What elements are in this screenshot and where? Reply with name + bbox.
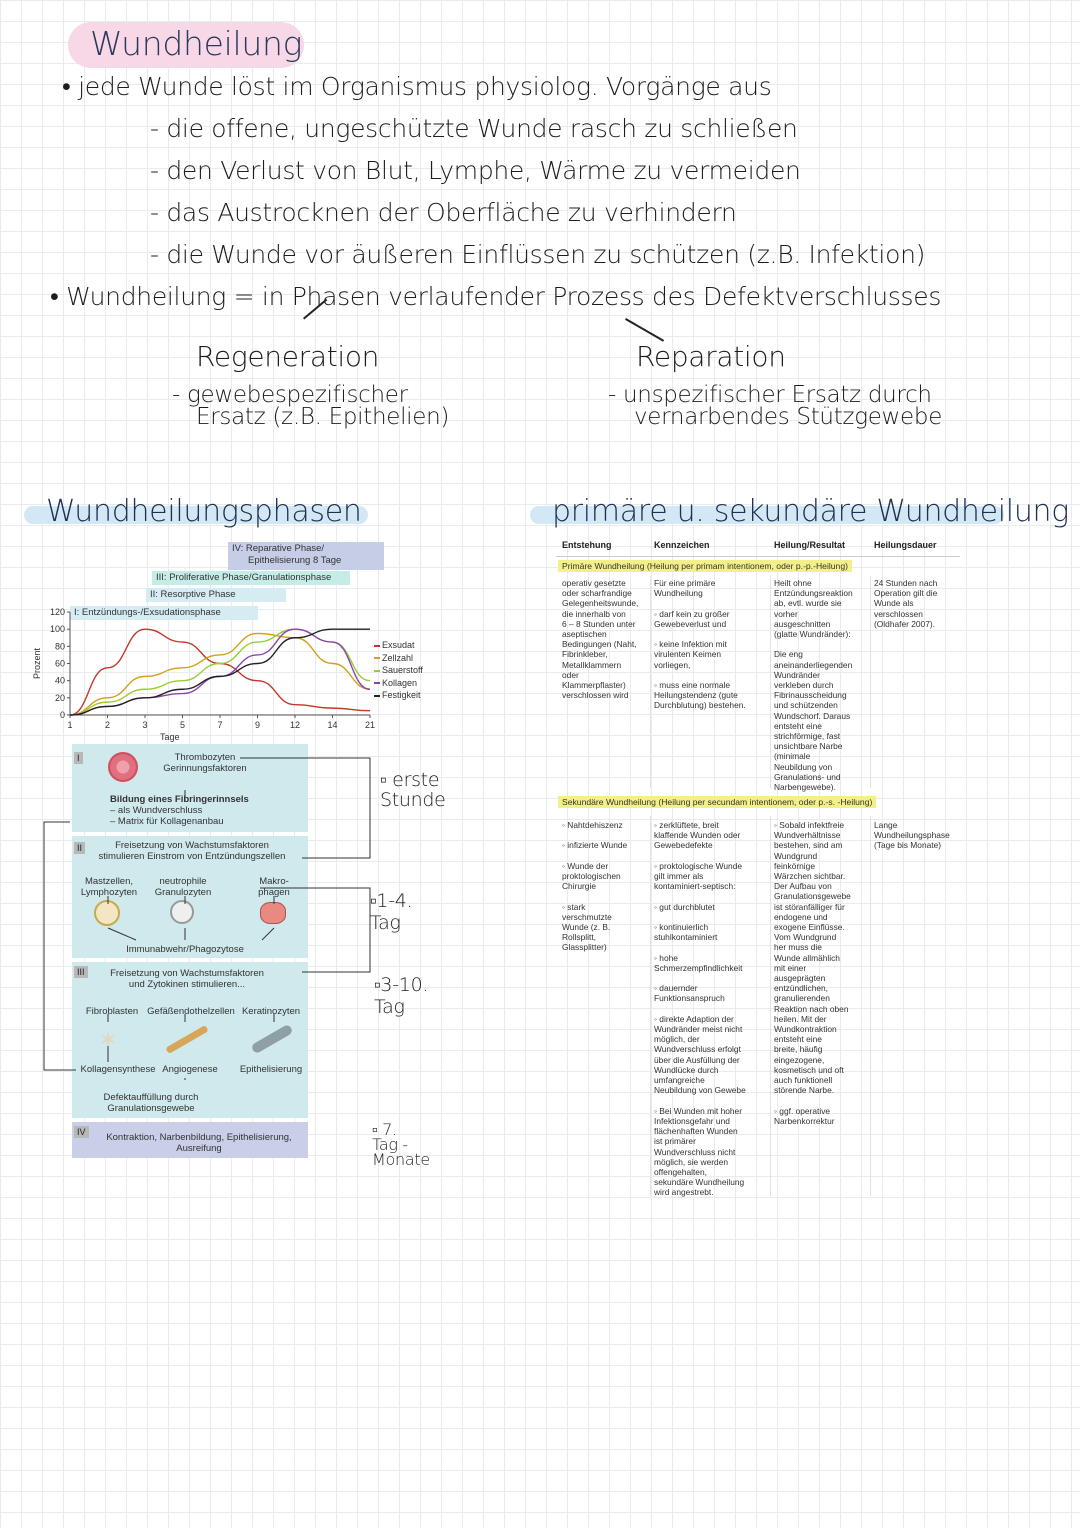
- section-title-phases: Wundheilungsphasen: [46, 494, 362, 529]
- phase-ii-cell-1: Mastzellen, Lymphozyten: [80, 876, 138, 898]
- reparation-desc: - unspezifischer Ersatz durch vernarbendes Stützgewebe: [608, 382, 943, 430]
- legend-item: Sauerstoff: [374, 665, 423, 675]
- x-tick-label: 12: [289, 720, 301, 730]
- intro-bullet: - die Wunde vor äußeren Einflüssen zu schützen (z.B. Infektion): [150, 240, 926, 269]
- note-day-7-months: ▫ 7. Tag - Monate: [372, 1120, 430, 1169]
- phase-bar-ii: II: Resorptive Phase: [146, 588, 286, 602]
- phase-iii-output-1: Kollagensynthese: [80, 1064, 156, 1075]
- secondary-entstehung: ◦ Nahtdehiszenz ◦ infizierte Wunde ◦ Wunde der proktologischen Chirurgie ◦ stark verschmutzte Wunde (z. B. Rollsplitt, Glassplitter): [562, 820, 628, 953]
- phase-ii-cell-2: neutrophile Granulozyten: [154, 876, 212, 898]
- wound-healing-chart: [30, 600, 410, 745]
- page-title: Wundheilung: [90, 24, 303, 63]
- phase-iii-cell-1: Fibroblasten: [85, 1006, 139, 1017]
- phase-iii-result: Defektauffüllung durch Granulationsgewebe: [103, 1092, 199, 1114]
- secondary-kennzeichen: ◦ zerklüftete, breit klaffende Wunden oder Gewebedefekte ◦ proktologische Wunde gilt immer als kontaminiert-septisch: ◦ gut durchblutet ◦ kontinuierlich stuhlkontaminiert ◦ hohe Schmerzempfindlichkeit ◦ dauernder Funktionsanspruch ◦ direkte Adaption der Wundränder meist nicht möglich, der Wundverschluss erfolgt über die Ausfüllung der Wundlücke durch umfangreiche Neubildung von Gewebe ◦ Bei Wunden mit hoher Infektionsgefahr und flächenhaften Wunden ist primärer Wundverschluss nicht möglich, sie werden offengehalten, sekundäre Wundheilung wird angestrebt.: [654, 820, 746, 1198]
- phase-iii-cell-2: Gefäßendothelzellen: [147, 1006, 235, 1017]
- x-tick-label: 21: [364, 720, 376, 730]
- y-axis-label: Prozent: [32, 647, 42, 680]
- regeneration-desc: - gewebespezifischer Ersatz (z.B. Epithelien): [172, 382, 450, 430]
- regeneration-title: Regeneration: [196, 340, 380, 373]
- phase-ii-result: Immunabwehr/Phagozytose: [126, 944, 244, 955]
- healing-table: [556, 536, 960, 1196]
- legend-item: Zellzahl: [374, 653, 413, 663]
- primary-kennzeichen: Für eine primäre Wundheilung ◦ darf kein zu großer Gewebeverlust und ◦ keine Infektion mit virulenten Keimen vorliegen, ◦ muss eine normale Heilungstendenz (gute Durchblutung) bestehen.: [654, 578, 746, 711]
- x-tick-label: 1: [67, 720, 73, 730]
- table-header: Entstehung: [562, 540, 612, 550]
- x-tick-label: 2: [104, 720, 111, 730]
- phase-ii-label: II: [74, 842, 85, 854]
- y-tick-label: 100: [49, 624, 65, 635]
- phase-bar-i: I: Entzündungs-/Exsudationsphase: [70, 606, 258, 620]
- fibroblast-icon: ✶: [97, 1026, 119, 1054]
- x-axis-label: Tage: [160, 732, 180, 742]
- intro-bullet: - den Verlust von Blut, Lymphe, Wärme zu vermeiden: [150, 156, 801, 185]
- series-line-kollagen: [70, 629, 370, 715]
- primary-label: Primäre Wundheilung (Heilung per primam intentionem, oder p.-p.-Heilung): [558, 560, 852, 572]
- y-tick-label: 80: [54, 641, 65, 652]
- series-line-exsudat: [70, 629, 370, 715]
- section-title-healing: primäre u. sekundäre Wundheilung: [552, 494, 1069, 529]
- table-header: Kennzeichen: [654, 540, 710, 550]
- primary-heilung: Heilt ohne Entzündungsreaktion ab, evtl. wurde sie vorher ausgeschnitten (glatte Wundränder): Die eng aneinanderliegenden Wundränder verkleben durch Fibrinausscheidung und schützenden Wundschorf. Daraus entsteht eine strichförmige, fast unsichtbare Narbe (minimale Neubildung von Granulations- und Narbengewebe).: [774, 578, 853, 793]
- series-line-festigkeit: [70, 629, 370, 715]
- intro-bullet: - die offene, ungeschützte Wunde rasch zu schließen: [150, 114, 798, 143]
- y-tick-label: 0: [59, 710, 65, 720]
- phase-iii-output-3: Epithelisierung: [239, 1064, 303, 1075]
- phase-i-cells: Thrombozyten Gerinnungsfaktoren: [163, 752, 247, 774]
- branch-line-right: [625, 318, 664, 341]
- table-header: Heilung/Resultat: [774, 540, 846, 550]
- flow-connectors: [40, 750, 380, 1080]
- primary-dauer: 24 Stunden nach Operation gilt die Wunde als verschlossen (Oldhafer 2007).: [874, 578, 938, 629]
- phase-bar-iv: IV: Reparative Phase/ Epithelisierung 8 Tage: [228, 542, 384, 570]
- phase-i-label: I: [74, 752, 83, 764]
- phase-i-result: Bildung eines Fibringerinnsels – als Wundverschluss – Matrix für Kollagenanbau: [110, 794, 249, 827]
- phase-iv-label: IV: [74, 1126, 89, 1138]
- y-tick-label: 60: [54, 658, 65, 669]
- y-tick-label: 20: [54, 692, 65, 703]
- series-line-zellzahl: [70, 633, 370, 715]
- phase-ii-cell-3: Makro- phagen: [258, 876, 290, 898]
- legend-item: Kollagen: [374, 678, 417, 688]
- intro-line: • jede Wunde löst im Organismus physiolog. Vorgänge aus: [62, 72, 772, 101]
- phase-iii-text: Freisetzung von Wachstumsfaktoren und Zytokinen stimulieren...: [110, 968, 264, 990]
- x-tick-label: 7: [217, 720, 223, 730]
- phase-iv-text: Kontraktion, Narbenbildung, Epithelisierung, Ausreifung: [106, 1132, 292, 1154]
- legend-item: Exsudat: [374, 640, 415, 650]
- intro-bullet: - das Austrocknen der Oberfläche zu verhindern: [150, 198, 737, 227]
- secondary-dauer: Lange Wundheilungsphase (Tage bis Monate): [874, 820, 950, 851]
- table-header: Heilungsdauer: [874, 540, 937, 550]
- phase-iii-output-2: Angiogenese: [162, 1064, 218, 1075]
- y-tick-label: 40: [54, 675, 65, 686]
- x-tick-label: 9: [254, 720, 261, 730]
- secondary-label: Sekundäre Wundheilung (Heilung per secundam intentionem, oder p.-s. -Heilung): [558, 796, 876, 808]
- reparation-title: Reparation: [636, 340, 786, 373]
- series-line-sauerstoff: [70, 629, 370, 715]
- note-day-3-10: ▫3-10. Tag: [374, 974, 429, 1018]
- x-tick-label: 3: [142, 720, 148, 730]
- legend-item: Festigkeit: [374, 690, 421, 700]
- y-tick-label: 120: [49, 607, 65, 617]
- x-tick-label: 5: [179, 720, 186, 730]
- x-tick-label: 14: [327, 720, 338, 730]
- phase-iii-label: III: [74, 966, 88, 978]
- note-day-1-4: ▫1-4. Tag: [370, 890, 413, 934]
- note-first-hour: ▫ erste Stunde: [380, 769, 446, 811]
- phase-iii-cell-3: Keratinozyten: [241, 1006, 301, 1017]
- primary-entstehung: operativ gesetzte oder scharfrandige Gelegenheitswunde, die innerhalb von 6 – 8 Stunden unter aseptischen Bedingungen (Naht, Fibrinkleber, Metallklammern oder Klammerpflaster) verschlossen wird: [562, 578, 639, 701]
- phase-ii-text: Freisetzung von Wachstumsfaktoren stimulieren Einstrom von Entzündungszellen: [98, 840, 286, 862]
- secondary-heilung: ◦ Sobald infektfreie Wundverhältnisse bestehen, sind am Wundgrund feinkörnige Wärzchen sichtbar. Der Aufbau von Granulationsgewebe ist störanfälliger für endogene und exogene Einflüsse. Vom Wundgrund her muss die Wunde allmählich mit einer ausgeprägten entzündlichen, granulierenden Reaktion nach oben heilen. Mit der Wundkontraktion entsteht eine breite, häufig eingezogene, kosmetisch und oft auch funktionell störende Narbe. ◦ ggf. operative Narbenkorrektur: [774, 820, 851, 1126]
- phase-bar-iii: III: Proliferative Phase/Granulationsphase: [152, 571, 350, 585]
- definition-line: • Wundheilung = in Phasen verlaufender Prozess des Defektverschlusses: [50, 282, 942, 311]
